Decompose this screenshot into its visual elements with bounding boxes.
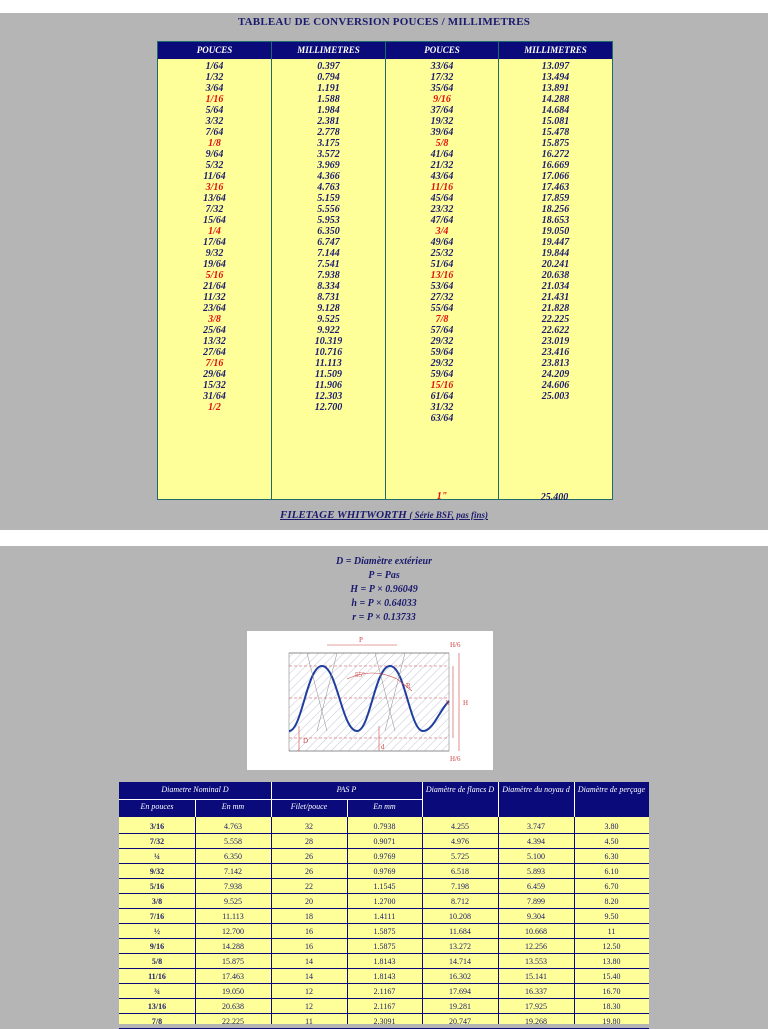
table-row xyxy=(119,984,649,999)
mm-cell: 19.050 xyxy=(541,226,570,237)
mm-cell: 21.034 xyxy=(541,281,570,292)
mm-cell: 18.256 xyxy=(541,204,570,215)
table-cell: 22.225 xyxy=(222,1017,244,1026)
table-cell: 2.1167 xyxy=(373,1002,396,1011)
table-cell: 3.80 xyxy=(604,822,619,831)
inch-cell: 5/8 xyxy=(435,138,449,149)
inch-cell: 23/64 xyxy=(203,303,226,314)
mm-cell: 16.272 xyxy=(541,149,570,160)
inch-cell: 9/64 xyxy=(205,149,224,160)
table-cell: 7.142 xyxy=(224,867,242,876)
table-cell: 12 xyxy=(305,987,313,996)
mm-cell: 23.813 xyxy=(541,358,570,369)
inch-cell: 3/64 xyxy=(205,83,224,94)
subheader-filet: Filet/pouce xyxy=(290,802,328,811)
table-cell: 5.558 xyxy=(224,837,242,846)
header-percage: Diamètre de perçage xyxy=(577,785,646,794)
inch-cell: 49/64 xyxy=(430,237,454,248)
table-cell: 19.80 xyxy=(602,1017,621,1026)
inch-cell: 29/64 xyxy=(203,369,226,380)
inch-cell: 5/64 xyxy=(205,105,224,116)
label-angle: 55° xyxy=(355,671,365,679)
mm-cell: 1.984 xyxy=(317,105,340,116)
inch-cell: 17/32 xyxy=(430,72,454,83)
inch-cell: 63/64 xyxy=(430,413,454,424)
hatched-region xyxy=(289,653,449,751)
table-cell: 5.100 xyxy=(527,852,545,861)
label-H6-bottom: H/6 xyxy=(450,755,461,763)
label-R: R xyxy=(406,682,411,690)
inch-cell: 27/64 xyxy=(203,347,226,358)
inch-cell: 31/32 xyxy=(430,402,454,413)
mm-cell: 14.684 xyxy=(541,105,570,116)
table-cell: 5/8 xyxy=(151,957,163,966)
inch-cell: 33/64 xyxy=(430,61,454,72)
header-mm-1: MILLIMETRES xyxy=(297,45,360,55)
table-cell: 11 xyxy=(607,927,616,936)
table-cell: 6.30 xyxy=(604,852,619,861)
table-cell: 16.302 xyxy=(449,972,471,981)
left-inches-column xyxy=(158,61,271,413)
table-cell: 3/16 xyxy=(149,822,165,831)
mm-cell: 3.572 xyxy=(317,149,340,160)
header-divider xyxy=(574,782,575,817)
table-cell: ½ xyxy=(154,927,160,936)
inch-cell: 11/64 xyxy=(203,171,226,182)
mm-cell: 5.159 xyxy=(317,193,340,204)
mm-cell: 24.606 xyxy=(541,380,570,391)
table-cell: 0.9769 xyxy=(373,852,396,861)
table-cell: 26 xyxy=(305,867,313,876)
inch-cell: 9/16 xyxy=(433,94,451,105)
table-cell: 2.3091 xyxy=(373,1017,396,1026)
inch-cell: 13/64 xyxy=(203,193,226,204)
inch-cell: 51/64 xyxy=(430,259,454,270)
table-cell: 17.694 xyxy=(449,987,471,996)
inch-cell: 11/16 xyxy=(430,182,454,193)
table-row xyxy=(119,924,649,939)
table-cell: ¼ xyxy=(154,852,160,861)
table-cell: 8.712 xyxy=(451,897,469,906)
table-cell: 1.8143 xyxy=(373,957,396,966)
mm-cell: 8.334 xyxy=(317,281,340,292)
header-mm-2: MILLIMETRES xyxy=(524,45,587,55)
inch-cell: 9/32 xyxy=(205,248,224,259)
table-row xyxy=(119,864,649,879)
inch-cell: 7/64 xyxy=(205,127,224,138)
inch-cell: 15/32 xyxy=(203,380,226,391)
table-cell: 20 xyxy=(305,897,313,906)
table-cell: 1.4111 xyxy=(373,912,396,921)
inch-cell: 53/64 xyxy=(430,281,454,292)
table-cell: 6.70 xyxy=(604,882,619,891)
table-cell: 1.5875 xyxy=(373,927,396,936)
table-cell: 11.113 xyxy=(222,912,244,921)
inch-cell: 7/16 xyxy=(205,358,224,369)
table-cell: 19.268 xyxy=(525,1017,547,1026)
mm-cell: 12.303 xyxy=(314,391,343,402)
table-cell: 19.050 xyxy=(222,987,244,996)
mm-cell: 6.747 xyxy=(317,237,340,248)
subheader-mm: En mm xyxy=(221,802,245,811)
subheader-pouces: En pouces xyxy=(140,802,174,811)
header-diametre-nominal: Diametre Nominal D xyxy=(161,785,229,794)
formula-diameter: D = Diamètre extérieur xyxy=(336,556,432,567)
label-h: h xyxy=(446,699,450,707)
left-mm-column xyxy=(272,61,385,413)
mm-cell: 3.969 xyxy=(317,160,340,171)
right-mm-column xyxy=(499,61,612,402)
table-cell: 14 xyxy=(305,957,313,966)
table-cell: 14 xyxy=(305,972,313,981)
table-cell: 0.9769 xyxy=(373,867,396,876)
mm-cell: 12.700 xyxy=(314,402,343,413)
whitworth-header xyxy=(119,782,649,817)
table-cell: 15.40 xyxy=(602,972,621,981)
table-cell: 13.272 xyxy=(449,942,471,951)
table-cell: 10.668 xyxy=(525,927,547,936)
table-cell: 4.394 xyxy=(527,837,545,846)
top-margin xyxy=(0,0,768,13)
mm-cell: 17.463 xyxy=(541,182,570,193)
table-row xyxy=(119,1014,649,1029)
table-cell: 9/16 xyxy=(149,942,165,951)
inch-cell: 55/64 xyxy=(430,303,454,314)
header-divider xyxy=(498,782,499,817)
mm-cell: 20.241 xyxy=(541,259,570,270)
table-cell: 22 xyxy=(305,882,313,891)
conversion-title: TABLEAU DE CONVERSION POUCES / MILLIMETRES xyxy=(237,16,531,28)
mm-cell: 15.081 xyxy=(541,116,570,127)
whitworth-title-main: FILETAGE WHITWORTH xyxy=(280,509,407,521)
table-row xyxy=(119,954,649,969)
table-cell: 14.714 xyxy=(449,957,471,966)
mm-cell: 25.003 xyxy=(541,391,570,402)
inch-cell: 1/8 xyxy=(208,138,221,149)
inch-cell: 1/32 xyxy=(205,72,224,83)
mm-cell: 4.763 xyxy=(317,182,340,193)
mm-cell: 20.638 xyxy=(541,270,570,281)
mm-cell: 10.319 xyxy=(314,336,343,347)
table-cell: 5.893 xyxy=(527,867,545,876)
mm-cell: 8.731 xyxy=(317,292,340,303)
inch-cell: 3/4 xyxy=(435,226,449,237)
inch-cell: 1/2 xyxy=(208,402,221,413)
inch-cell: 27/32 xyxy=(430,292,454,303)
table-cell: 32 xyxy=(305,822,313,831)
table-cell: 4.255 xyxy=(451,822,469,831)
whitworth-subtitle: ( Série BSF, pas fins) xyxy=(409,510,488,520)
table-cell: 7.198 xyxy=(451,882,469,891)
mm-cell: 7.541 xyxy=(317,259,340,270)
table-cell: 9/32 xyxy=(149,867,165,876)
table-cell: 8.20 xyxy=(604,897,619,906)
table-cell: 18 xyxy=(305,912,313,921)
mm-cell: 17.066 xyxy=(541,171,570,182)
inch-cell: 23/32 xyxy=(430,204,454,215)
inch-cell: 13/32 xyxy=(203,336,226,347)
table-cell: ¾ xyxy=(154,987,160,996)
inch-cell: 47/64 xyxy=(430,215,454,226)
formula-r: r = P × 0.13733 xyxy=(352,612,416,623)
table-row xyxy=(119,939,649,954)
formula-H: H = P × 0.96049 xyxy=(350,584,418,595)
inch-cell: 21/32 xyxy=(430,160,454,171)
table-cell: 15.875 xyxy=(222,957,244,966)
header-pouces-1: POUCES xyxy=(196,45,233,55)
mm-cell: 24.209 xyxy=(541,369,570,380)
mm-cell: 23.019 xyxy=(541,336,570,347)
table-cell: 5/16 xyxy=(149,882,165,891)
table-cell: 5.725 xyxy=(451,852,469,861)
table-cell: 1.1545 xyxy=(373,882,396,891)
mm-cell: 19.447 xyxy=(541,237,570,248)
label-D: D xyxy=(303,737,309,745)
mm-cell: 19.844 xyxy=(541,248,570,259)
table-cell: 3.747 xyxy=(527,822,545,831)
mm-cell: 22.622 xyxy=(541,325,570,336)
table-cell: 16 xyxy=(305,942,313,951)
table-cell: 15.141 xyxy=(525,972,547,981)
whitworth-table xyxy=(119,782,649,1024)
mm-cell: 11.906 xyxy=(315,380,342,391)
table-cell: 16.337 xyxy=(525,987,547,996)
table-row xyxy=(119,894,649,909)
table-cell: 7/8 xyxy=(151,1017,163,1026)
mm-cell: 23.416 xyxy=(541,347,570,358)
mm-cell: 1.191 xyxy=(317,83,340,94)
inch-cell: 1/16 xyxy=(205,94,224,105)
table-cell: 4.976 xyxy=(451,837,469,846)
inch-cell: 61/64 xyxy=(430,391,454,402)
table-row xyxy=(119,849,649,864)
table-cell: 13.553 xyxy=(525,957,547,966)
mm-cell: 10.716 xyxy=(314,347,343,358)
inch-cell: 19/64 xyxy=(203,259,226,270)
inch-cell: 3/16 xyxy=(205,182,224,193)
inch-cell: 5/32 xyxy=(205,160,224,171)
mm-cell: 13.097 xyxy=(541,61,570,72)
mm-cell: 11.113 xyxy=(315,358,342,369)
table-row xyxy=(119,834,649,849)
inch-cell: 41/64 xyxy=(430,149,454,160)
table-cell: 28 xyxy=(305,837,313,846)
table-cell: 10.208 xyxy=(449,912,471,921)
mm-cell: 16.669 xyxy=(541,160,570,171)
header-noyau: Diamètre du noyau d xyxy=(502,785,570,794)
table-cell: 26 xyxy=(305,852,313,861)
mm-cell: 18.653 xyxy=(541,215,570,226)
header-divider xyxy=(422,782,423,817)
table-row xyxy=(119,879,649,894)
inch-cell: 29/32 xyxy=(430,358,454,369)
table-cell: 4.763 xyxy=(224,822,242,831)
inch-cell: 1/4 xyxy=(208,226,221,237)
table-cell: 4.50 xyxy=(604,837,619,846)
inch-cell: 21/64 xyxy=(203,281,226,292)
mm-cell: 0.397 xyxy=(317,61,340,72)
inch-cell: 11/32 xyxy=(203,292,226,303)
mm-cell: 15.875 xyxy=(541,138,570,149)
table-cell: 19.281 xyxy=(449,1002,471,1011)
table-cell: 16.70 xyxy=(602,987,621,996)
mm-cell: 17.859 xyxy=(541,193,570,204)
inch-cell: 3/32 xyxy=(205,116,224,127)
inch-cell: 59/64 xyxy=(430,347,454,358)
inch-cell: 15/64 xyxy=(203,215,226,226)
last-mm-value: 25.400 xyxy=(540,492,569,503)
inch-cell: 39/64 xyxy=(430,127,454,138)
table-cell: 0.9071 xyxy=(373,837,396,846)
mm-cell: 21.828 xyxy=(541,303,570,314)
table-cell: 9.50 xyxy=(604,912,619,921)
table-row xyxy=(119,909,649,924)
mm-cell: 9.922 xyxy=(317,325,340,336)
table-cell: 1.2700 xyxy=(373,897,396,906)
table-cell: 9.525 xyxy=(224,897,242,906)
inch-cell: 5/16 xyxy=(205,270,224,281)
thread-profile-diagram xyxy=(247,631,493,770)
table-cell: 11.684 xyxy=(449,927,471,936)
table-cell: 13.80 xyxy=(602,957,621,966)
header-pouces-2: POUCES xyxy=(424,45,460,55)
table-cell: 7/32 xyxy=(149,837,165,846)
table-cell: 13/16 xyxy=(147,1002,167,1011)
subheader-pas-mm: En mm xyxy=(373,802,396,811)
section-separator xyxy=(0,530,768,546)
label-d: d xyxy=(381,743,385,751)
table-cell: 12.700 xyxy=(222,927,244,936)
label-H: H xyxy=(463,699,469,707)
table-cell: 14.288 xyxy=(222,942,244,951)
mm-cell: 11.509 xyxy=(315,369,342,380)
table-cell: 17.463 xyxy=(222,972,244,981)
mm-cell: 2.381 xyxy=(317,116,340,127)
formula-pitch: P = Pas xyxy=(368,570,400,581)
inch-cell: 3/8 xyxy=(208,314,221,325)
mm-cell: 13.494 xyxy=(541,72,570,83)
inch-cell: 57/64 xyxy=(430,325,454,336)
mm-cell: 2.778 xyxy=(317,127,340,138)
mm-cell: 7.938 xyxy=(317,270,340,281)
mm-cell: 9.525 xyxy=(317,314,340,325)
table-cell: 12.50 xyxy=(602,942,621,951)
table-cell: 18.30 xyxy=(602,1002,621,1011)
last-inch-value: 1" xyxy=(436,491,448,502)
table-cell: 20.638 xyxy=(222,1002,244,1011)
conversion-table xyxy=(157,41,613,503)
table-cell: 9.304 xyxy=(527,912,545,921)
table-cell: 0.7938 xyxy=(373,822,396,831)
table-cell: 6.10 xyxy=(604,867,619,876)
inch-cell: 43/64 xyxy=(430,171,454,182)
table-cell: 1.5875 xyxy=(373,942,396,951)
mm-cell: 6.350 xyxy=(317,226,340,237)
header-pas: PAS P xyxy=(336,785,357,794)
whitworth-title xyxy=(0,509,768,521)
mm-cell: 21.431 xyxy=(541,292,570,303)
inch-cell: 13/16 xyxy=(430,270,454,281)
header-divider xyxy=(271,782,272,817)
table-cell: 11 xyxy=(305,1017,313,1026)
mm-cell: 0.794 xyxy=(317,72,340,83)
table-cell: 12 xyxy=(305,1002,313,1011)
table-cell: 7.899 xyxy=(527,897,545,906)
table-cell: 17.925 xyxy=(525,1002,547,1011)
formula-h: h = P × 0.64033 xyxy=(351,598,417,609)
right-inches-column xyxy=(386,61,498,424)
inch-cell: 31/64 xyxy=(203,391,226,402)
inch-cell: 7/8 xyxy=(435,314,449,325)
table-cell: 6.518 xyxy=(451,867,469,876)
mm-cell: 14.288 xyxy=(541,94,570,105)
thread-profile-svg xyxy=(247,631,493,770)
mm-cell: 9.128 xyxy=(317,303,340,314)
mm-cell: 4.366 xyxy=(317,171,340,182)
table-cell: 11/16 xyxy=(148,972,166,981)
table-cell: 7/16 xyxy=(149,912,165,921)
table-cell: 1.8143 xyxy=(373,972,396,981)
table-cell: 20.747 xyxy=(449,1017,471,1026)
table-cell: 16 xyxy=(305,927,313,936)
header-divider xyxy=(195,799,196,817)
inch-cell: 25/64 xyxy=(203,325,226,336)
table-cell: 6.459 xyxy=(527,882,545,891)
header-flancs: Diamètre de flancs D xyxy=(425,785,495,794)
mm-cell: 1.588 xyxy=(317,94,340,105)
table-row xyxy=(119,819,649,834)
table-cell: 2.1167 xyxy=(373,987,396,996)
mm-cell: 15.478 xyxy=(541,127,570,138)
table-cell: 3/8 xyxy=(151,897,163,906)
mm-cell: 5.556 xyxy=(317,204,340,215)
label-H6-top: H/6 xyxy=(450,641,461,649)
mm-cell: 3.175 xyxy=(317,138,340,149)
label-P: P xyxy=(359,636,363,644)
inch-cell: 25/32 xyxy=(430,248,454,259)
mm-cell: 5.953 xyxy=(317,215,340,226)
inch-cell: 37/64 xyxy=(430,105,454,116)
table-cell: 6.350 xyxy=(224,852,242,861)
inch-cell: 59/64 xyxy=(430,369,454,380)
mm-cell: 22.225 xyxy=(541,314,570,325)
inch-cell: 45/64 xyxy=(430,193,454,204)
mm-cell: 13.891 xyxy=(541,83,570,94)
table-row xyxy=(119,999,649,1014)
table-cell: 12.256 xyxy=(525,942,547,951)
inch-cell: 7/32 xyxy=(205,204,224,215)
formulas-block xyxy=(0,555,768,625)
header-divider xyxy=(347,799,348,817)
mm-cell: 7.144 xyxy=(317,248,340,259)
table-row xyxy=(119,969,649,984)
inch-cell: 29/32 xyxy=(430,336,454,347)
inch-cell: 15/16 xyxy=(430,380,454,391)
inch-cell: 19/32 xyxy=(430,116,454,127)
inch-cell: 17/64 xyxy=(203,237,226,248)
inch-cell: 35/64 xyxy=(430,83,454,94)
inch-cell: 1/64 xyxy=(205,61,224,72)
table-cell: 7.938 xyxy=(224,882,242,891)
